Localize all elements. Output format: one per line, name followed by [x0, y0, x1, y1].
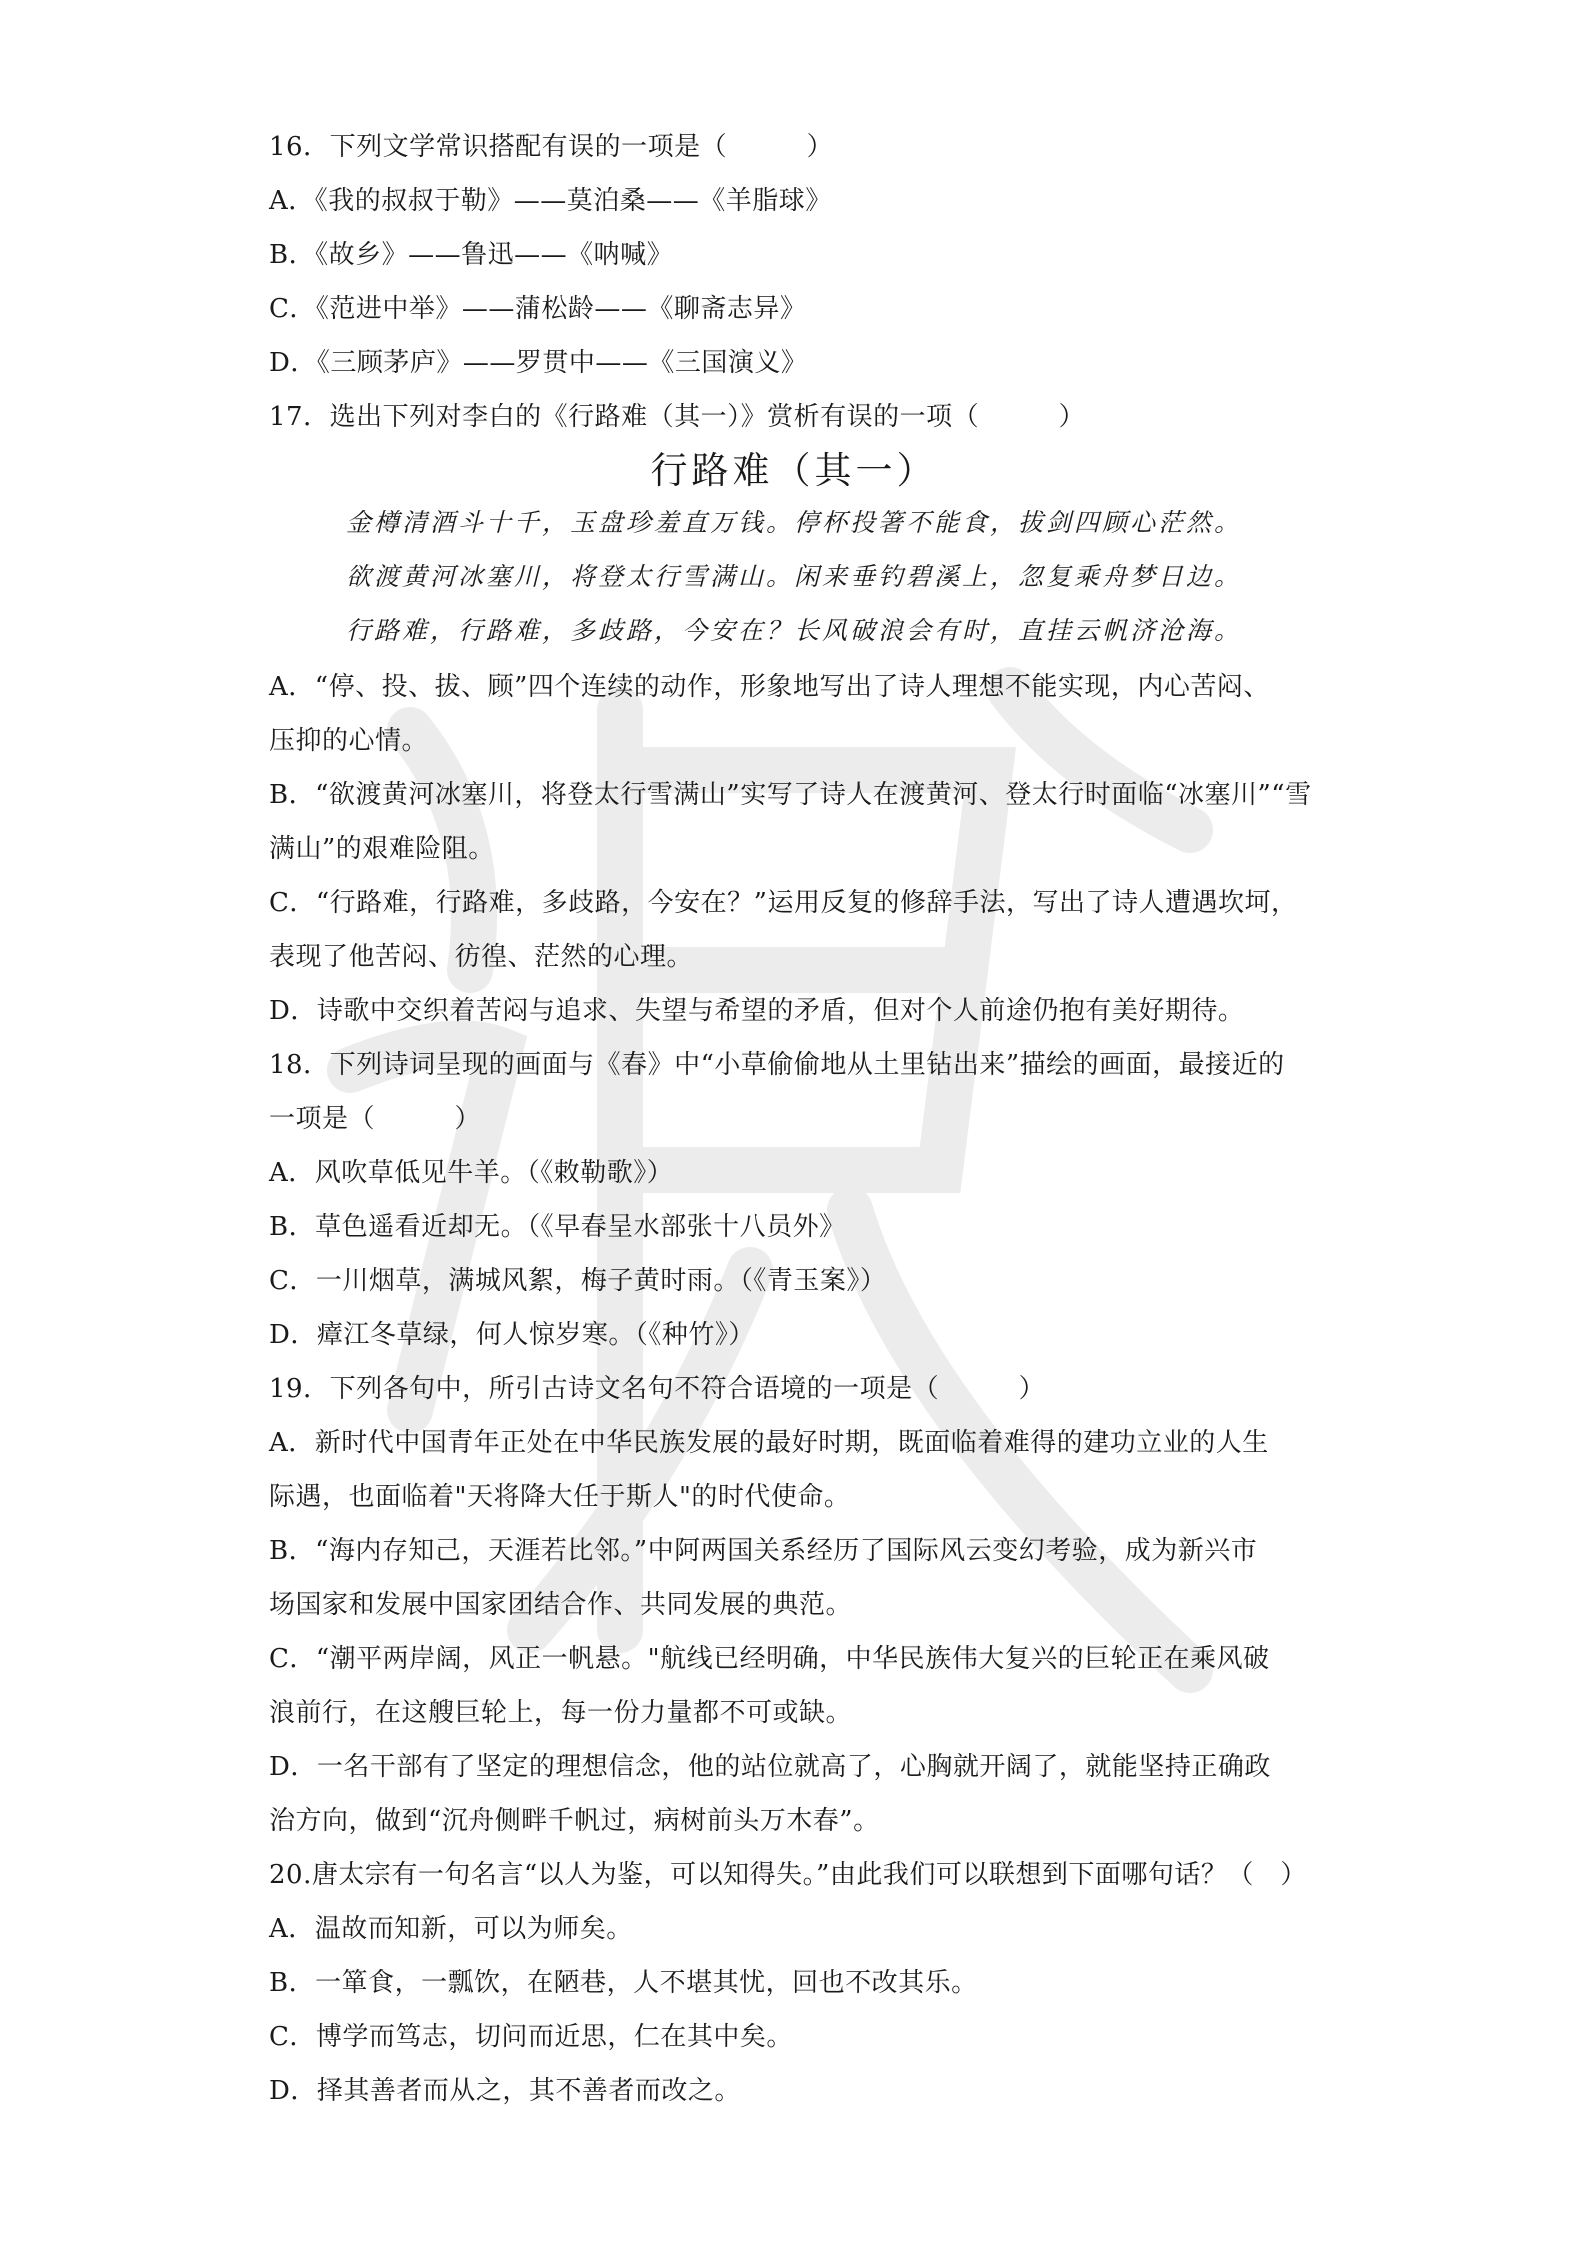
- q20-option-a: A．温故而知新，可以为师矣。: [269, 1914, 633, 1944]
- q16-option-d: D．《三顾茅庐》——罗贯中——《三国演义》: [269, 348, 808, 378]
- q20-stem: 20.唐太宗有一句名言“以人为鉴，可以知得失。”由此我们可以联想到下面哪句话？（ ）: [269, 1860, 1307, 1890]
- poem-title: 行路难（其一）: [650, 449, 938, 492]
- q16-option-a: A．《我的叔叔于勒》——莫泊桑——《羊脂球》: [269, 186, 832, 216]
- q20-option-d: D．择其善者而从之，其不善者而改之。: [269, 2076, 741, 2106]
- q19-option-b-line1: B．“海内存知己，天涯若比邻。”中阿两国关系经历了国际风云变幻考验，成为新兴市: [269, 1536, 1258, 1566]
- q17-option-b-line1: B．“欲渡黄河冰塞川，将登太行雪满山”实写了诗人在渡黄河、登太行时面临“冰塞川”“雪: [269, 780, 1312, 810]
- q19-option-d-line2: 治方向，做到“沉舟侧畔千帆过，病树前头万木春”。: [269, 1806, 880, 1836]
- q17-stem: 17．选出下列对李白的《行路难（其一）》赏析有误的一项（ ）: [269, 402, 1086, 432]
- q18-option-b: B．草色遥看近却无。（《早春呈水部张十八员外》: [269, 1212, 846, 1242]
- q16-option-b: B．《故乡》——鲁迅——《呐喊》: [269, 240, 674, 270]
- q17-option-c-line1: C．“行路难，行路难，多歧路，今安在？”运用反复的修辞手法，写出了诗人遭遇坎坷，: [269, 888, 1298, 918]
- poem-line-3: 行路难，行路难，多歧路，今安在？长风破浪会有时，直挂云帆济沧海。: [345, 616, 1242, 645]
- q17-option-b-line2: 满山”的艰难险阻。: [269, 834, 495, 864]
- poem-line-2: 欲渡黄河冰塞川，将登太行雪满山。闲来垂钓碧溪上，忽复乘舟梦日边。: [345, 562, 1242, 591]
- q18-option-c: C．一川烟草，满城风絮，梅子黄时雨。（《青玉案》）: [269, 1266, 887, 1296]
- q19-option-a-line2: 际遇，也面临着"天将降大任于斯人"的时代使命。: [269, 1482, 851, 1512]
- q17-option-a-line2: 压抑的心情。: [269, 726, 429, 756]
- q18-option-d: D．瘴江冬草绿，何人惊岁寒。（《种竹》）: [269, 1320, 755, 1350]
- watermark-graphic: [290, 650, 1290, 1750]
- q17-option-a-line1: A．“停、投、拔、顾”四个连续的动作，形象地写出了诗人理想不能实现，内心苦闷、: [269, 672, 1270, 702]
- q20-option-c: C．博学而笃志，切问而近思，仁在其中矣。: [269, 2022, 793, 2052]
- q19-option-c-line2: 浪前行，在这艘巨轮上，每一份力量都不可或缺。: [269, 1698, 853, 1728]
- q17-option-d: D．诗歌中交织着苦闷与追求、失望与希望的矛盾，但对个人前途仍抱有美好期待。: [269, 996, 1245, 1026]
- q19-stem: 19．下列各句中，所引古诗文名句不符合语境的一项是（ ）: [269, 1374, 1046, 1404]
- q18-option-a: A．风吹草低见牛羊。（《敕勒歌》）: [269, 1158, 674, 1188]
- q18-stem-line2: 一项是（ ）: [269, 1104, 482, 1134]
- q20-option-b: B．一箪食，一瓢饮，在陋巷，人不堪其忧，回也不改其乐。: [269, 1968, 978, 1998]
- q16-stem: 16．下列文学常识搭配有误的一项是（ ）: [269, 132, 834, 162]
- q16-option-c: C．《范进中举》——蒲松龄——《聊斋志异》: [269, 294, 807, 324]
- q19-option-c-line1: C．“潮平两岸阔，风正一帆悬。"航线已经明确，中华民族伟大复兴的巨轮正在乘风破: [269, 1644, 1270, 1674]
- q19-option-a-line1: A．新时代中国青年正处在中华民族发展的最好时期，既面临着难得的建功立业的人生: [269, 1428, 1269, 1458]
- poem-line-1: 金樽清酒斗十千，玉盘珍羞直万钱。停杯投箸不能食，拔剑四顾心茫然。: [345, 508, 1242, 537]
- q17-option-c-line2: 表现了他苦闷、彷徨、茫然的心理。: [269, 942, 694, 972]
- q19-option-b-line2: 场国家和发展中国家团结合作、共同发展的典范。: [269, 1590, 853, 1620]
- q18-stem-line1: 18．下列诗词呈现的画面与《春》中“小草偷偷地从土里钻出来”描绘的画面，最接近的: [269, 1050, 1285, 1080]
- q19-option-d-line1: D．一名干部有了坚定的理想信念，他的站位就高了，心胸就开阔了，就能坚持正确政: [269, 1752, 1271, 1782]
